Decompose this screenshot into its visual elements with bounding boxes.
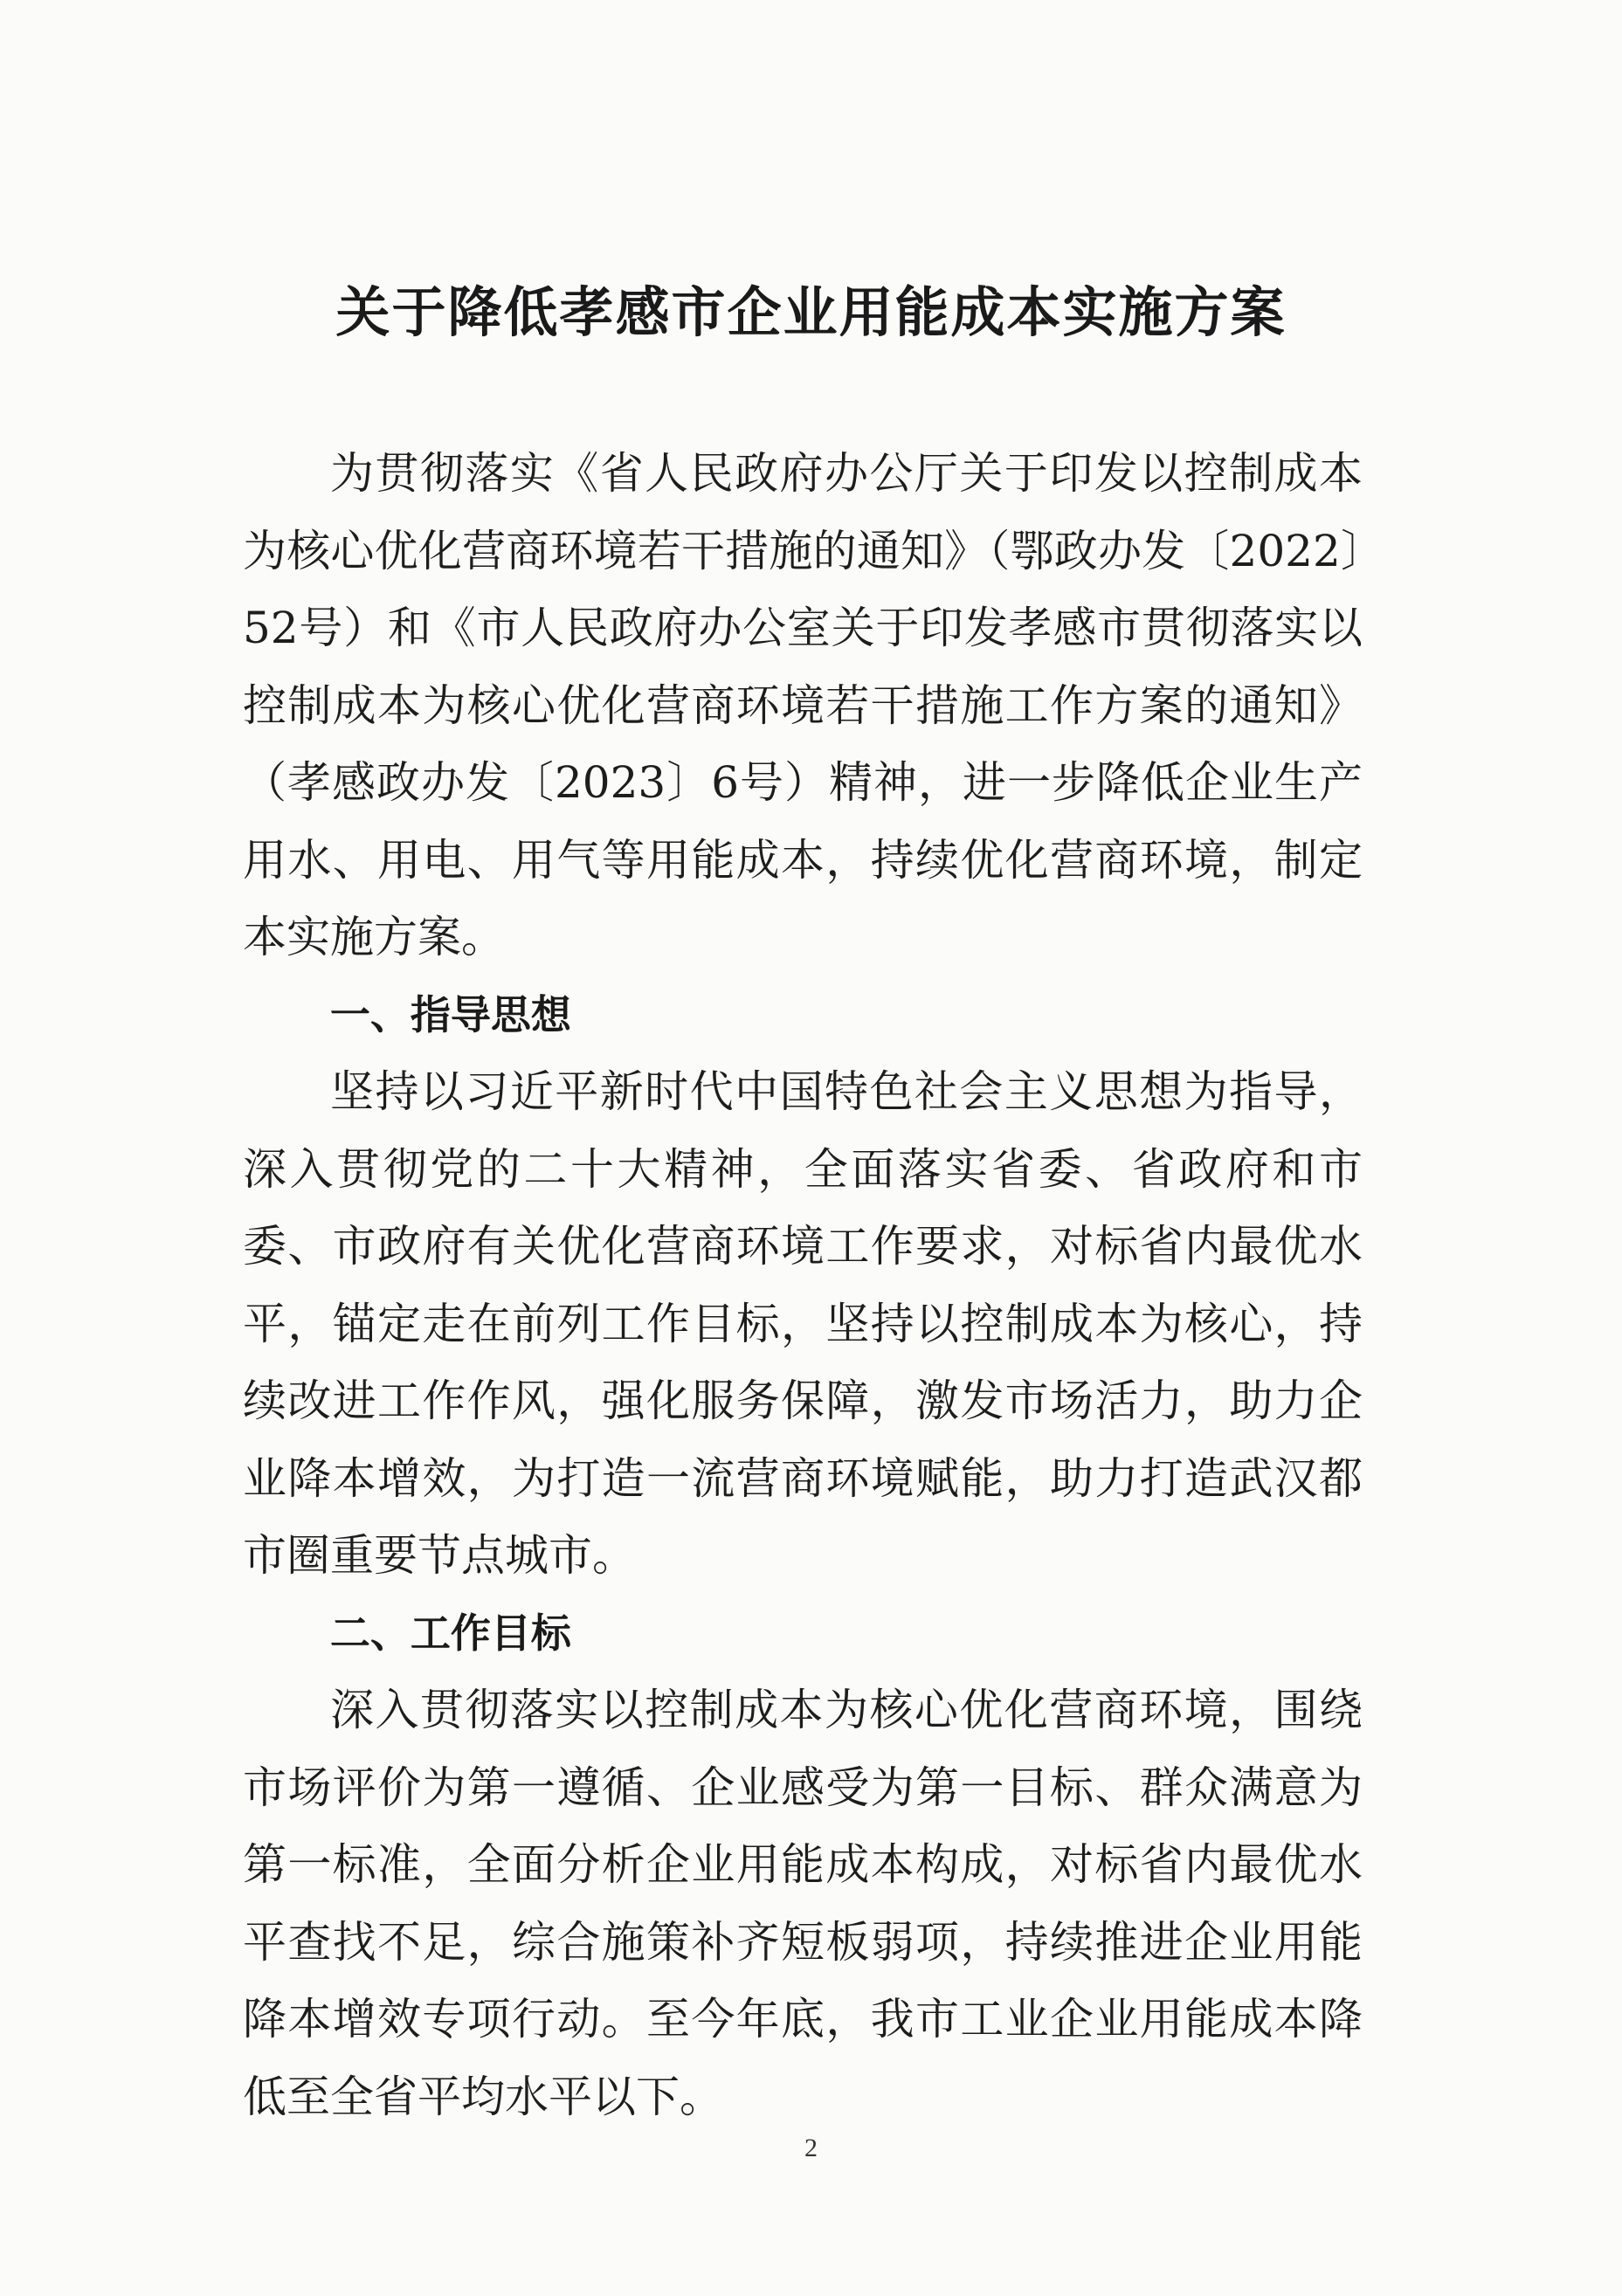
intro-paragraph: 为贯彻落实《省人民政府办公厅关于印发以控制成本为核心优化营商环境若干措施的通知》（鄂政办发〔2022〕52号）和《市人民政府办公室关于印发孝感市贯彻落实以控制成本为核心优化营商环境若干措施工作方案的通知》（孝感政办发〔2023〕6号）精神，进一步降低企业生产用水、用电、用气等用能成本，持续优化营商环境，制定本实施方案。 [243,448,1363,962]
document-body [243,435,1363,2135]
page-number: 2 [804,2134,818,2162]
section-paragraph-guiding-ideology: 坚持以习近平新时代中国特色社会主义思想为指导，深入贯彻党的二十大精神，全面落实省委、省政府和市委、市政府有关优化营商环境工作要求，对标省内最优水平，锚定走在前列工作目标，坚持以控制成本为核心，持续改进工作作风，强化服务保障，激发市场活力，助力企业降本增效，为打造一流营商环境赋能，助力打造武汉都市圈重要节点城市。 [243,1066,1363,1581]
section-paragraph-work-goals: 深入贯彻落实以控制成本为核心优化营商环境，围绕市场评价为第一遵循、企业感受为第一目标、群众满意为第一标准，全面分析企业用能成本构成，对标省内最优水平查找不足，综合施策补齐短板弱项，持续推进企业用能降本增效专项行动。至今年底，我市工业企业用能成本降低至全省平均水平以下。 [243,1685,1363,2122]
section-heading-work-goals: 二、工作目标 [329,1609,571,1657]
document-title: 关于降低孝感市企业用能成本实施方案 [335,280,1287,344]
section-heading-guiding-ideology: 一、指导思想 [329,990,571,1038]
